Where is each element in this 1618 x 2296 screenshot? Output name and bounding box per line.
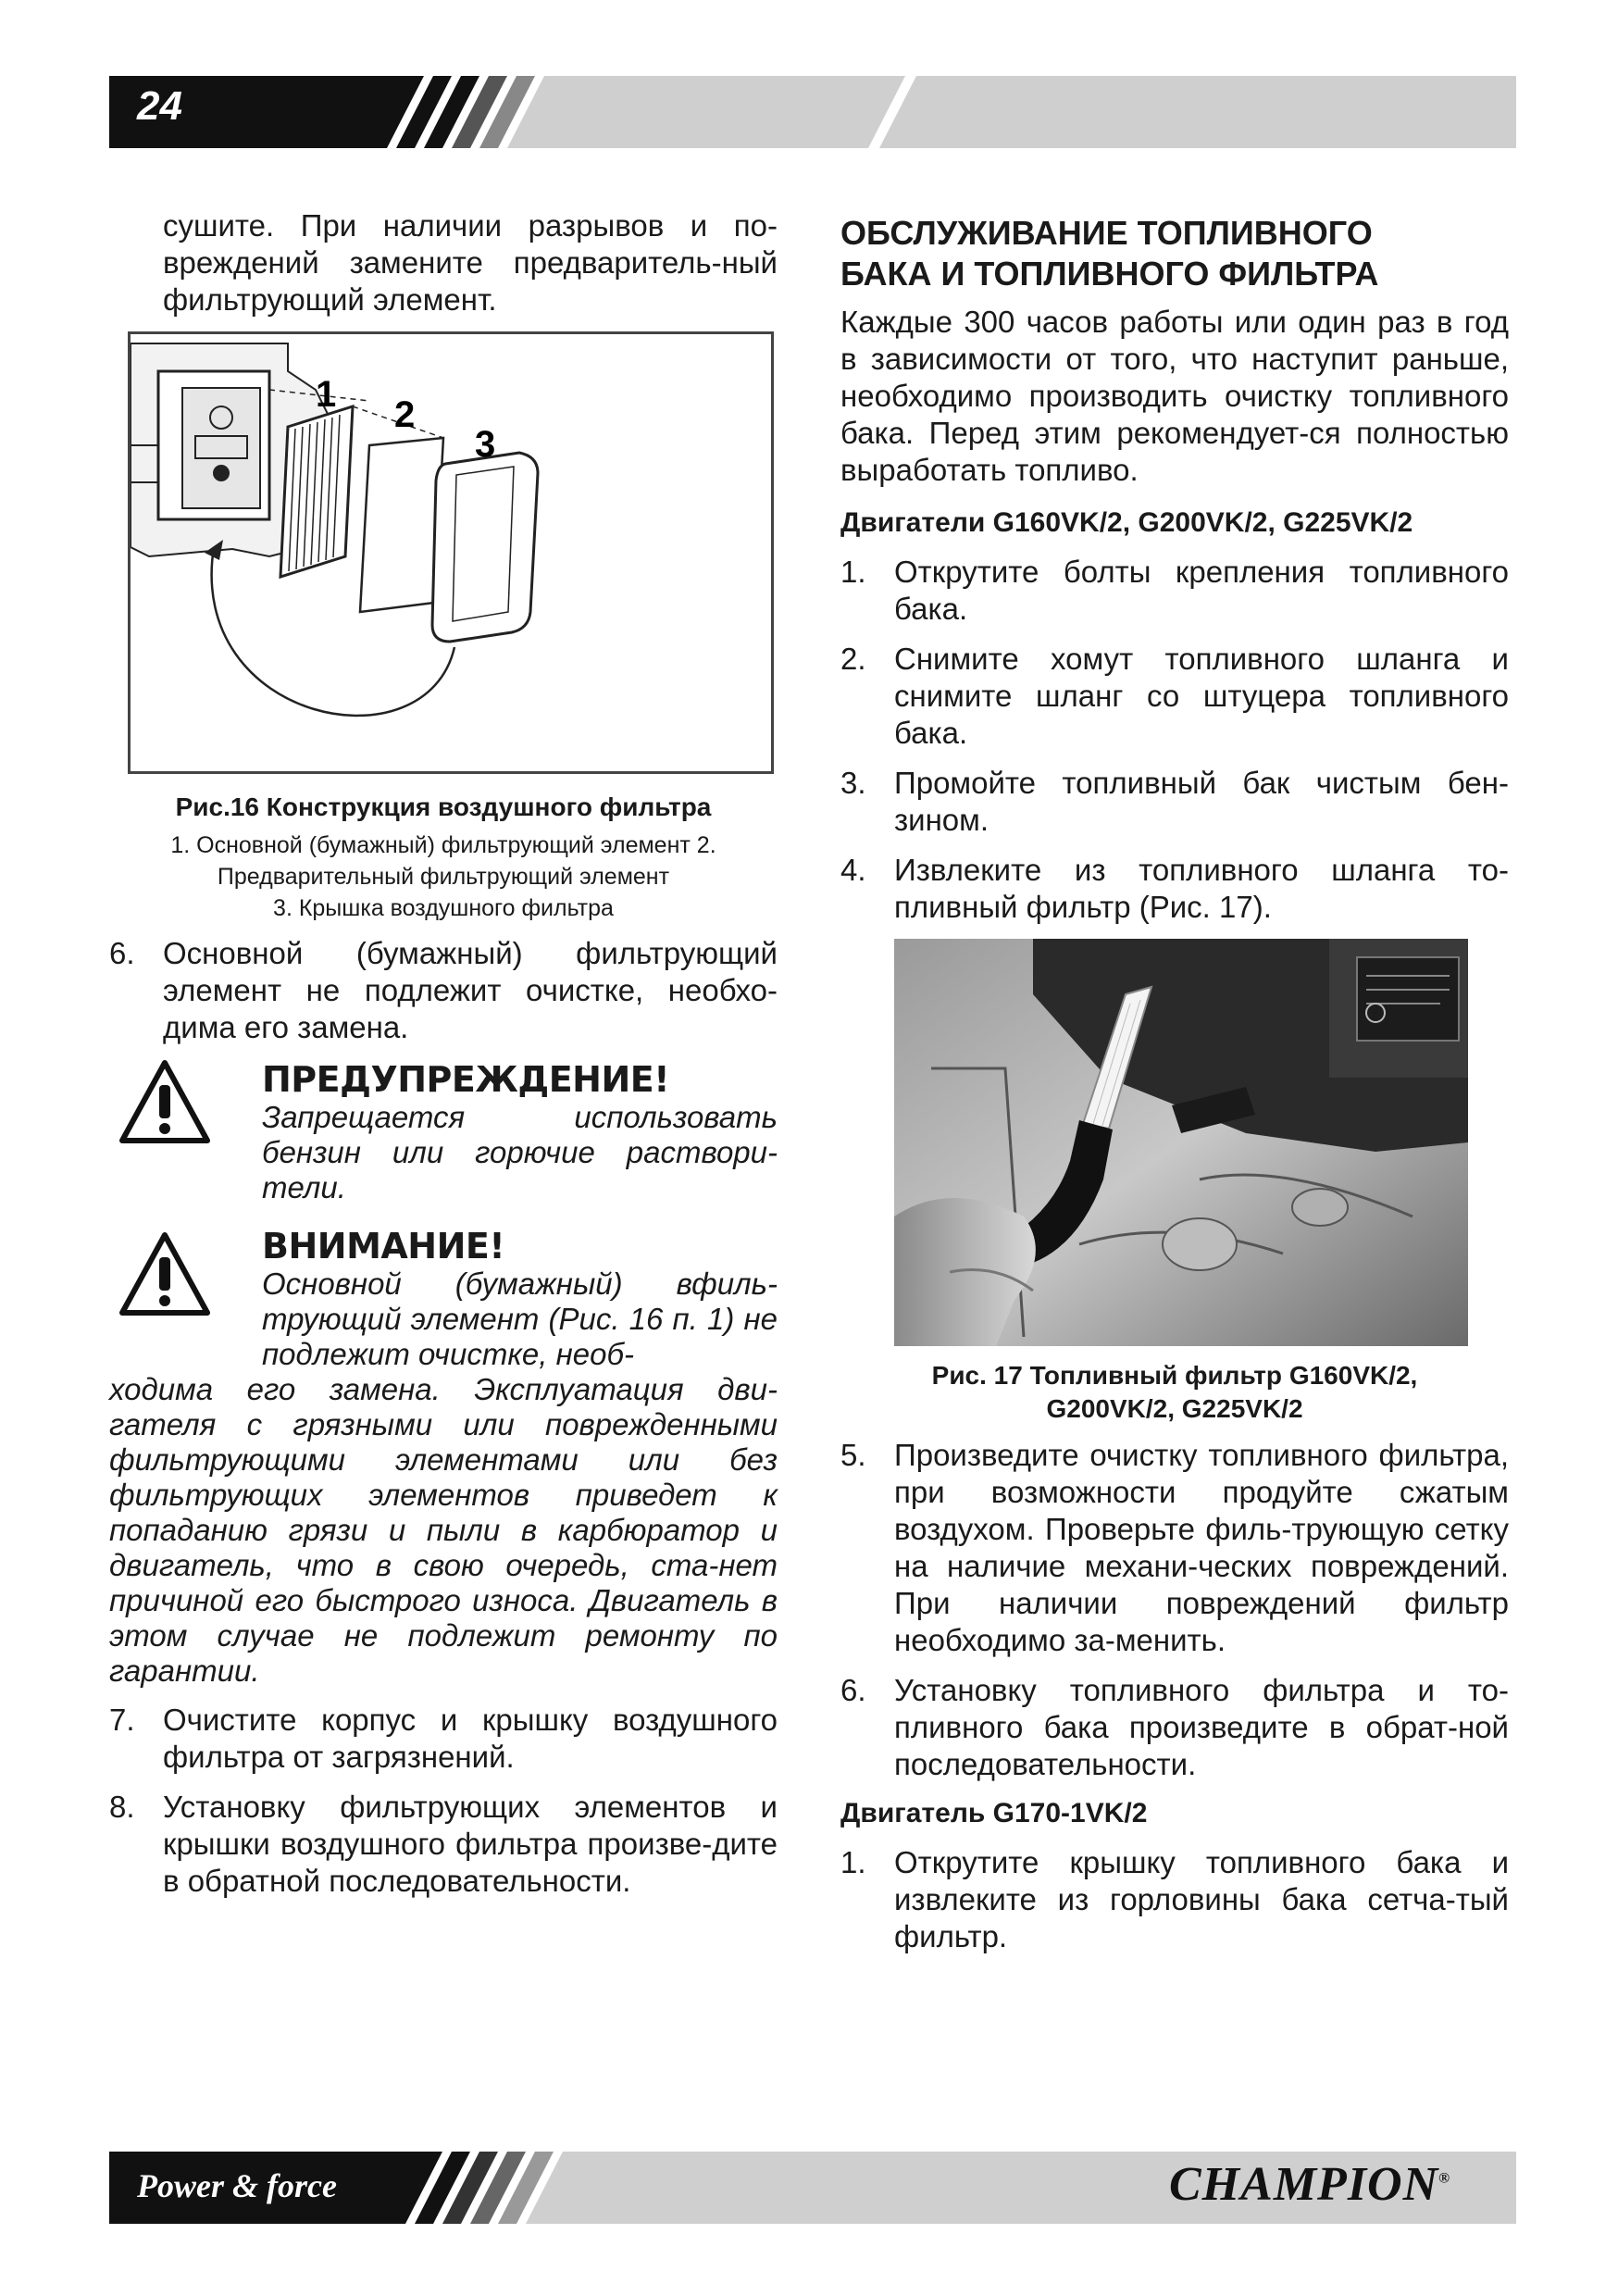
subheading-g170: Двигатель G170-1VK/2: [840, 1798, 1148, 1828]
intro-paragraph: сушите. При наличии разрывов и по-вреждений замените предваритель-ный фильтрующий элемент.: [163, 208, 778, 317]
warning-title: ПРЕДУПРЕЖДЕНИЕ!: [262, 1059, 670, 1100]
list-number: 4.: [840, 853, 866, 887]
figure-17-photo: [894, 939, 1468, 1346]
list-number: 5.: [840, 1438, 866, 1472]
brand-name: CHAMPION: [1169, 2158, 1439, 2211]
fuel-filter-photo: [894, 939, 1468, 1346]
list-number: 2.: [840, 642, 866, 676]
fig17-caption-line: G200VK/2, G225VK/2: [1046, 1394, 1303, 1423]
list-text: Основной (бумажный) фильтрующий элемент не подлежит очистке, необхо-дима его замена.: [163, 936, 778, 1044]
footer-band: [109, 2152, 1516, 2224]
list-text: Очистите корпус и крышку воздушного фильтра от загрязнений.: [163, 1703, 778, 1774]
list-number: 6.: [840, 1673, 866, 1707]
fig16-caption-line: 3. Крышка воздушного фильтра: [273, 895, 614, 921]
list-text: Открутите болты крепления топливного бака.: [894, 555, 1509, 626]
list-text: Извлеките из топливного шланга то-пливный фильтр (Рис. 17).: [894, 853, 1509, 924]
fig16-caption-text: [109, 830, 778, 924]
list-item: [840, 1844, 1509, 1955]
list-text: Установку фильтрующих элементов и крышки воздушного фильтра произве-дите в обратной последовательности.: [163, 1790, 778, 1898]
list-item: [840, 1437, 1509, 1659]
steps-list-3: [840, 1844, 1509, 1955]
warning-block: [109, 1059, 778, 1226]
fig16-caption-line: Предварительный фильтрующий элемент: [217, 864, 670, 890]
footer-slogan: Power & force: [137, 2167, 337, 2204]
air-filter-drawing: [131, 334, 771, 771]
list-item: [109, 1702, 778, 1776]
fig16-caption-line: 1. Основной (бумажный) фильтрующий элемент 2.: [170, 832, 716, 858]
right-intro-paragraph: Каждые 300 часов работы или один раз в год в зависимости от того, что наступит раньше, необходимо производить очистку топливного бака. Перед этим рекомендует-ся полностью выработать топливо.: [840, 305, 1509, 487]
section-heading: [840, 213, 1509, 294]
right-column: [840, 207, 1509, 1968]
section-heading-line: ОБСЛУЖИВАНИЕ ТОПЛИВНОГО: [840, 214, 1373, 252]
list-number: 3.: [840, 766, 866, 800]
list-text: Открутите крышку топливного бака и извлеките из горловины бака сетча-тый фильтр.: [894, 1845, 1509, 1953]
header-band-graphic: [109, 76, 1516, 148]
list-item: [109, 1789, 778, 1900]
list-text: Произведите очистку топливного фильтра, при возможности продуйте сжатым воздухом. Проверьте филь-трующую сетку на наличие механи-ческих повреждений. При наличии повреждений фильтр необходимо за-менить.: [894, 1438, 1509, 1657]
list-text: Снимите хомут топливного шланга и снимите шланг со штуцера топливного бака.: [894, 642, 1509, 750]
list-number: 1.: [840, 555, 866, 589]
fig17-caption: [840, 1359, 1509, 1426]
list-text: Промойте топливный бак чистым бен-зином.: [894, 766, 1509, 837]
list-number: 8.: [109, 1790, 135, 1824]
list-number: 7.: [109, 1703, 135, 1737]
list-item: [840, 765, 1509, 839]
fig16-label-2: 2: [394, 394, 416, 435]
list-item: [840, 852, 1509, 926]
left-column: [109, 207, 778, 1913]
section-heading-line: БАКА И ТОПЛИВНОГО ФИЛЬТРА: [840, 255, 1379, 293]
list-number: 6.: [109, 936, 135, 970]
list-text: Установку топливного фильтра и то-пливного бака произведите в обрат-ной последовательности.: [894, 1673, 1509, 1781]
left-list-6: [109, 935, 778, 1046]
attention-block: [109, 1226, 778, 1689]
champion-logo: [1169, 2157, 1450, 2212]
subheading-g160: Двигатели G160VK/2, G200VK/2, G225VK/2: [840, 507, 1413, 538]
figure-16: [128, 331, 774, 774]
steps-list-2: [840, 1437, 1509, 1783]
warning-triangle-icon: [118, 1059, 211, 1144]
header-band: [109, 76, 1516, 148]
list-item: [840, 1672, 1509, 1783]
left-list-7-8: [109, 1702, 778, 1900]
attention-title: ВНИМАНИЕ!: [262, 1226, 505, 1267]
list-item: [840, 641, 1509, 752]
attention-text-wrap: Основной (бумажный) вфиль-трующий элемент (Рис. 16 п. 1) не подлежит очистке, необ-: [262, 1267, 778, 1371]
fig16-label-3: 3: [475, 424, 496, 465]
registered-mark: ®: [1438, 2170, 1451, 2187]
list-item: [109, 935, 778, 1046]
steps-list-1: [840, 554, 1509, 926]
fig16-caption-title: Рис.16 Конструкция воздушного фильтра: [175, 792, 712, 821]
list-item: [840, 554, 1509, 628]
fig17-caption-line: Рис. 17 Топливный фильтр G160VK/2,: [931, 1361, 1418, 1390]
page-number: 24: [137, 83, 182, 129]
warning-triangle-icon: [118, 1231, 211, 1316]
fig16-label-1: 1: [316, 374, 337, 415]
attention-text-full: ходима его замена. Эксплуатация дви-гателя с грязными или поврежденными фильтрующими элементами или без фильтрующих элементов приведет к попаданию грязи и пыли в карбюратор и двигатель, что в свою очередь, ста-нет причиной его быстрого износа. Двигатель в этом случае не подлежит ремонту по гарантии.: [109, 1372, 778, 1688]
list-number: 1.: [840, 1845, 866, 1879]
warning-text: Запрещается использовать бензин или горючие раствори-тели.: [262, 1100, 778, 1204]
